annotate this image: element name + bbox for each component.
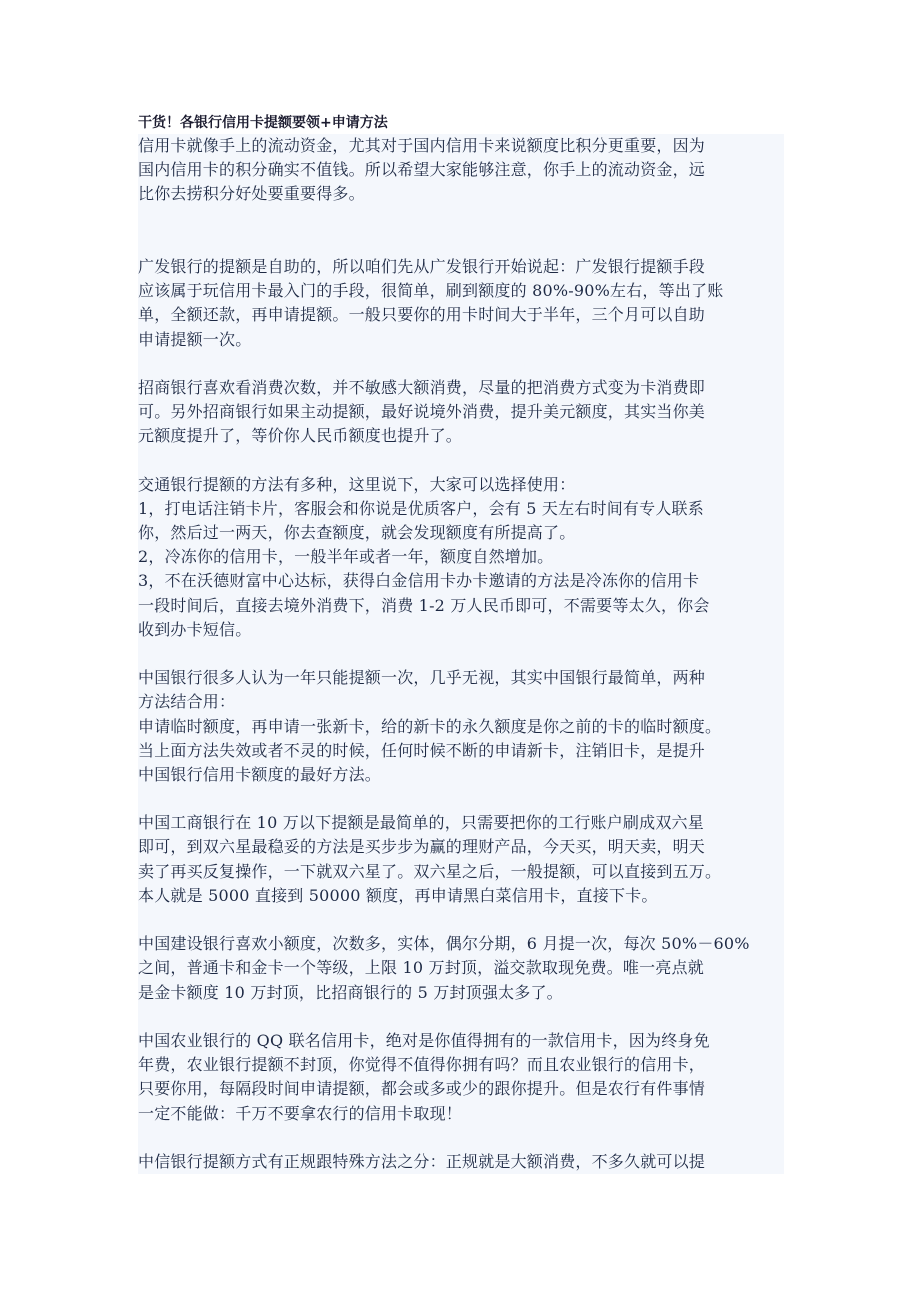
paragraph-spacer xyxy=(138,1126,784,1150)
text-line: 你，然后过一两天，你去查额度，就会发现额度有所提高了。 xyxy=(138,523,576,542)
paragraph-spacer xyxy=(138,207,784,231)
text-line: 中国银行信用卡额度的最好方法。 xyxy=(138,764,382,784)
text-line: 中信银行提额方式有正规跟特殊方法之分：正规就是大额消费，不多久就可以提 xyxy=(138,1151,706,1171)
paragraph-bank-of-china xyxy=(138,666,784,787)
text-line: 应该属于玩信用卡最入门的手段，很简单，刷到额度的 80%-90%左右，等出了账 xyxy=(138,281,724,301)
text-line: 交通银行提额的方法有多种，这里说下，大家可以选择使用： xyxy=(138,474,576,494)
paragraph-citic-bank xyxy=(138,1150,784,1174)
paragraph-ccb xyxy=(138,932,784,1005)
text-line: 单，全额还款，再申请提额。一般只要你的用卡时间大于半年，三个月可以自助 xyxy=(138,305,706,325)
text-line: 中国农业银行的 QQ 联名信用卡，绝对是你值得拥有的一款信用卡，因为终身免 xyxy=(138,1030,710,1050)
paragraph-intro xyxy=(138,134,784,207)
text-line: 本人就是 5000 直接到 50000 额度，再申请黑白菜信用卡，直接下卡。 xyxy=(138,885,658,905)
text-line: 申请临时额度，再申请一张新卡，给的新卡的永久额度是你之前的卡的临时额度。 xyxy=(138,716,722,736)
text-line: 当上面方法失效或者不灵的时候，任何时候不断的申请新卡，注销旧卡，是提升 xyxy=(138,740,706,760)
text-line: 国内信用卡的积分确实不值钱。所以希望大家能够注意，你手上的流动资金，远 xyxy=(138,160,706,180)
text-line: 可。另外招商银行如果主动提额，最好说境外消费，提升美元额度，其实当你美 xyxy=(138,402,706,422)
text-line: 信用卡就像手上的流动资金，尤其对于国内信用卡来说额度比积分更重要，因为 xyxy=(138,136,706,155)
text-line: 中国工商银行在 10 万以下提额是最简单的，只需要把你的工行账户刷成双六星 xyxy=(138,813,704,833)
text-line: 元额度提升了，等价你人民币额度也提升了。 xyxy=(138,426,463,446)
paragraph-spacer xyxy=(138,1005,784,1029)
text-line: 即可，到双六星最稳妥的方法是买步步为赢的理财产品，今天买，明天卖，明天 xyxy=(138,837,706,857)
text-line: 2，冷冻你的信用卡，一般半年或者一年，额度自然增加。 xyxy=(138,547,554,567)
paragraph-spacer xyxy=(138,352,784,376)
paragraph-guangfa-bank xyxy=(138,255,784,352)
text-line: 广发银行的提额是自助的，所以咱们先从广发银行开始说起：广发银行提额手段 xyxy=(138,256,706,276)
article-body xyxy=(138,134,784,1174)
article-title: 干货！各银行信用卡提额要领+申请方法 xyxy=(138,115,388,131)
text-line: 之间，普通卡和金卡一个等级，上限 10 万封顶，溢交款取现免费。唯一亮点就 xyxy=(138,958,704,978)
text-line: 申请提额一次。 xyxy=(138,329,252,349)
paragraph-abc xyxy=(138,1029,784,1126)
paragraph-spacer xyxy=(138,787,784,811)
paragraph-communications-bank xyxy=(138,473,784,642)
paragraph-spacer xyxy=(138,908,784,932)
text-line: 比你去捞积分好处要重要得多。 xyxy=(138,184,365,204)
text-line: 中国建设银行喜欢小额度，次数多，实体，偶尔分期，6 月提一次，每次 50%－60% xyxy=(138,934,750,954)
text-line: 招商银行喜欢看消费次数，并不敏感大额消费，尽量的把消费方式变为卡消费即 xyxy=(138,377,706,397)
text-line: 年费，农业银行提额不封顶，你觉得不值得你拥有吗？而且农业银行的信用卡， xyxy=(138,1055,706,1075)
paragraph-merchants-bank xyxy=(138,376,784,449)
text-line: 一定不能做：千万不要拿农行的信用卡取现！ xyxy=(138,1103,463,1123)
paragraph-spacer xyxy=(138,642,784,666)
text-line: 3，不在沃德财富中心达标，获得白金信用卡办卡邀请的方法是冷冻你的信用卡 xyxy=(138,571,700,591)
text-line: 收到办卡短信。 xyxy=(138,619,252,639)
paragraph-spacer xyxy=(138,448,784,472)
text-line: 是金卡额度 10 万封顶，比招商银行的 5 万封顶强太多了。 xyxy=(138,982,563,1002)
text-line: 中国银行很多人认为一年只能提额一次，几乎无视，其实中国银行最简单，两种 xyxy=(138,668,706,688)
text-line: 卖了再买反复操作，一下就双六星了。双六星之后，一般提额，可以直接到五万。 xyxy=(138,861,722,881)
text-line: 方法结合用： xyxy=(138,692,236,712)
document-page xyxy=(138,113,788,1174)
paragraph-icbc xyxy=(138,811,784,908)
text-line: 只要你用，每隔段时间申请提额，都会或多或少的跟你提升。但是农行有件事情 xyxy=(138,1079,706,1099)
text-line: 一段时间后，直接去境外消费下，消费 1-2 万人民币即可，不需要等太久，你会 xyxy=(138,595,710,615)
text-line: 1，打电话注销卡片，客服会和你说是优质客户，会有 5 天左右时间有专人联系 xyxy=(138,498,704,518)
paragraph-spacer xyxy=(138,231,784,255)
